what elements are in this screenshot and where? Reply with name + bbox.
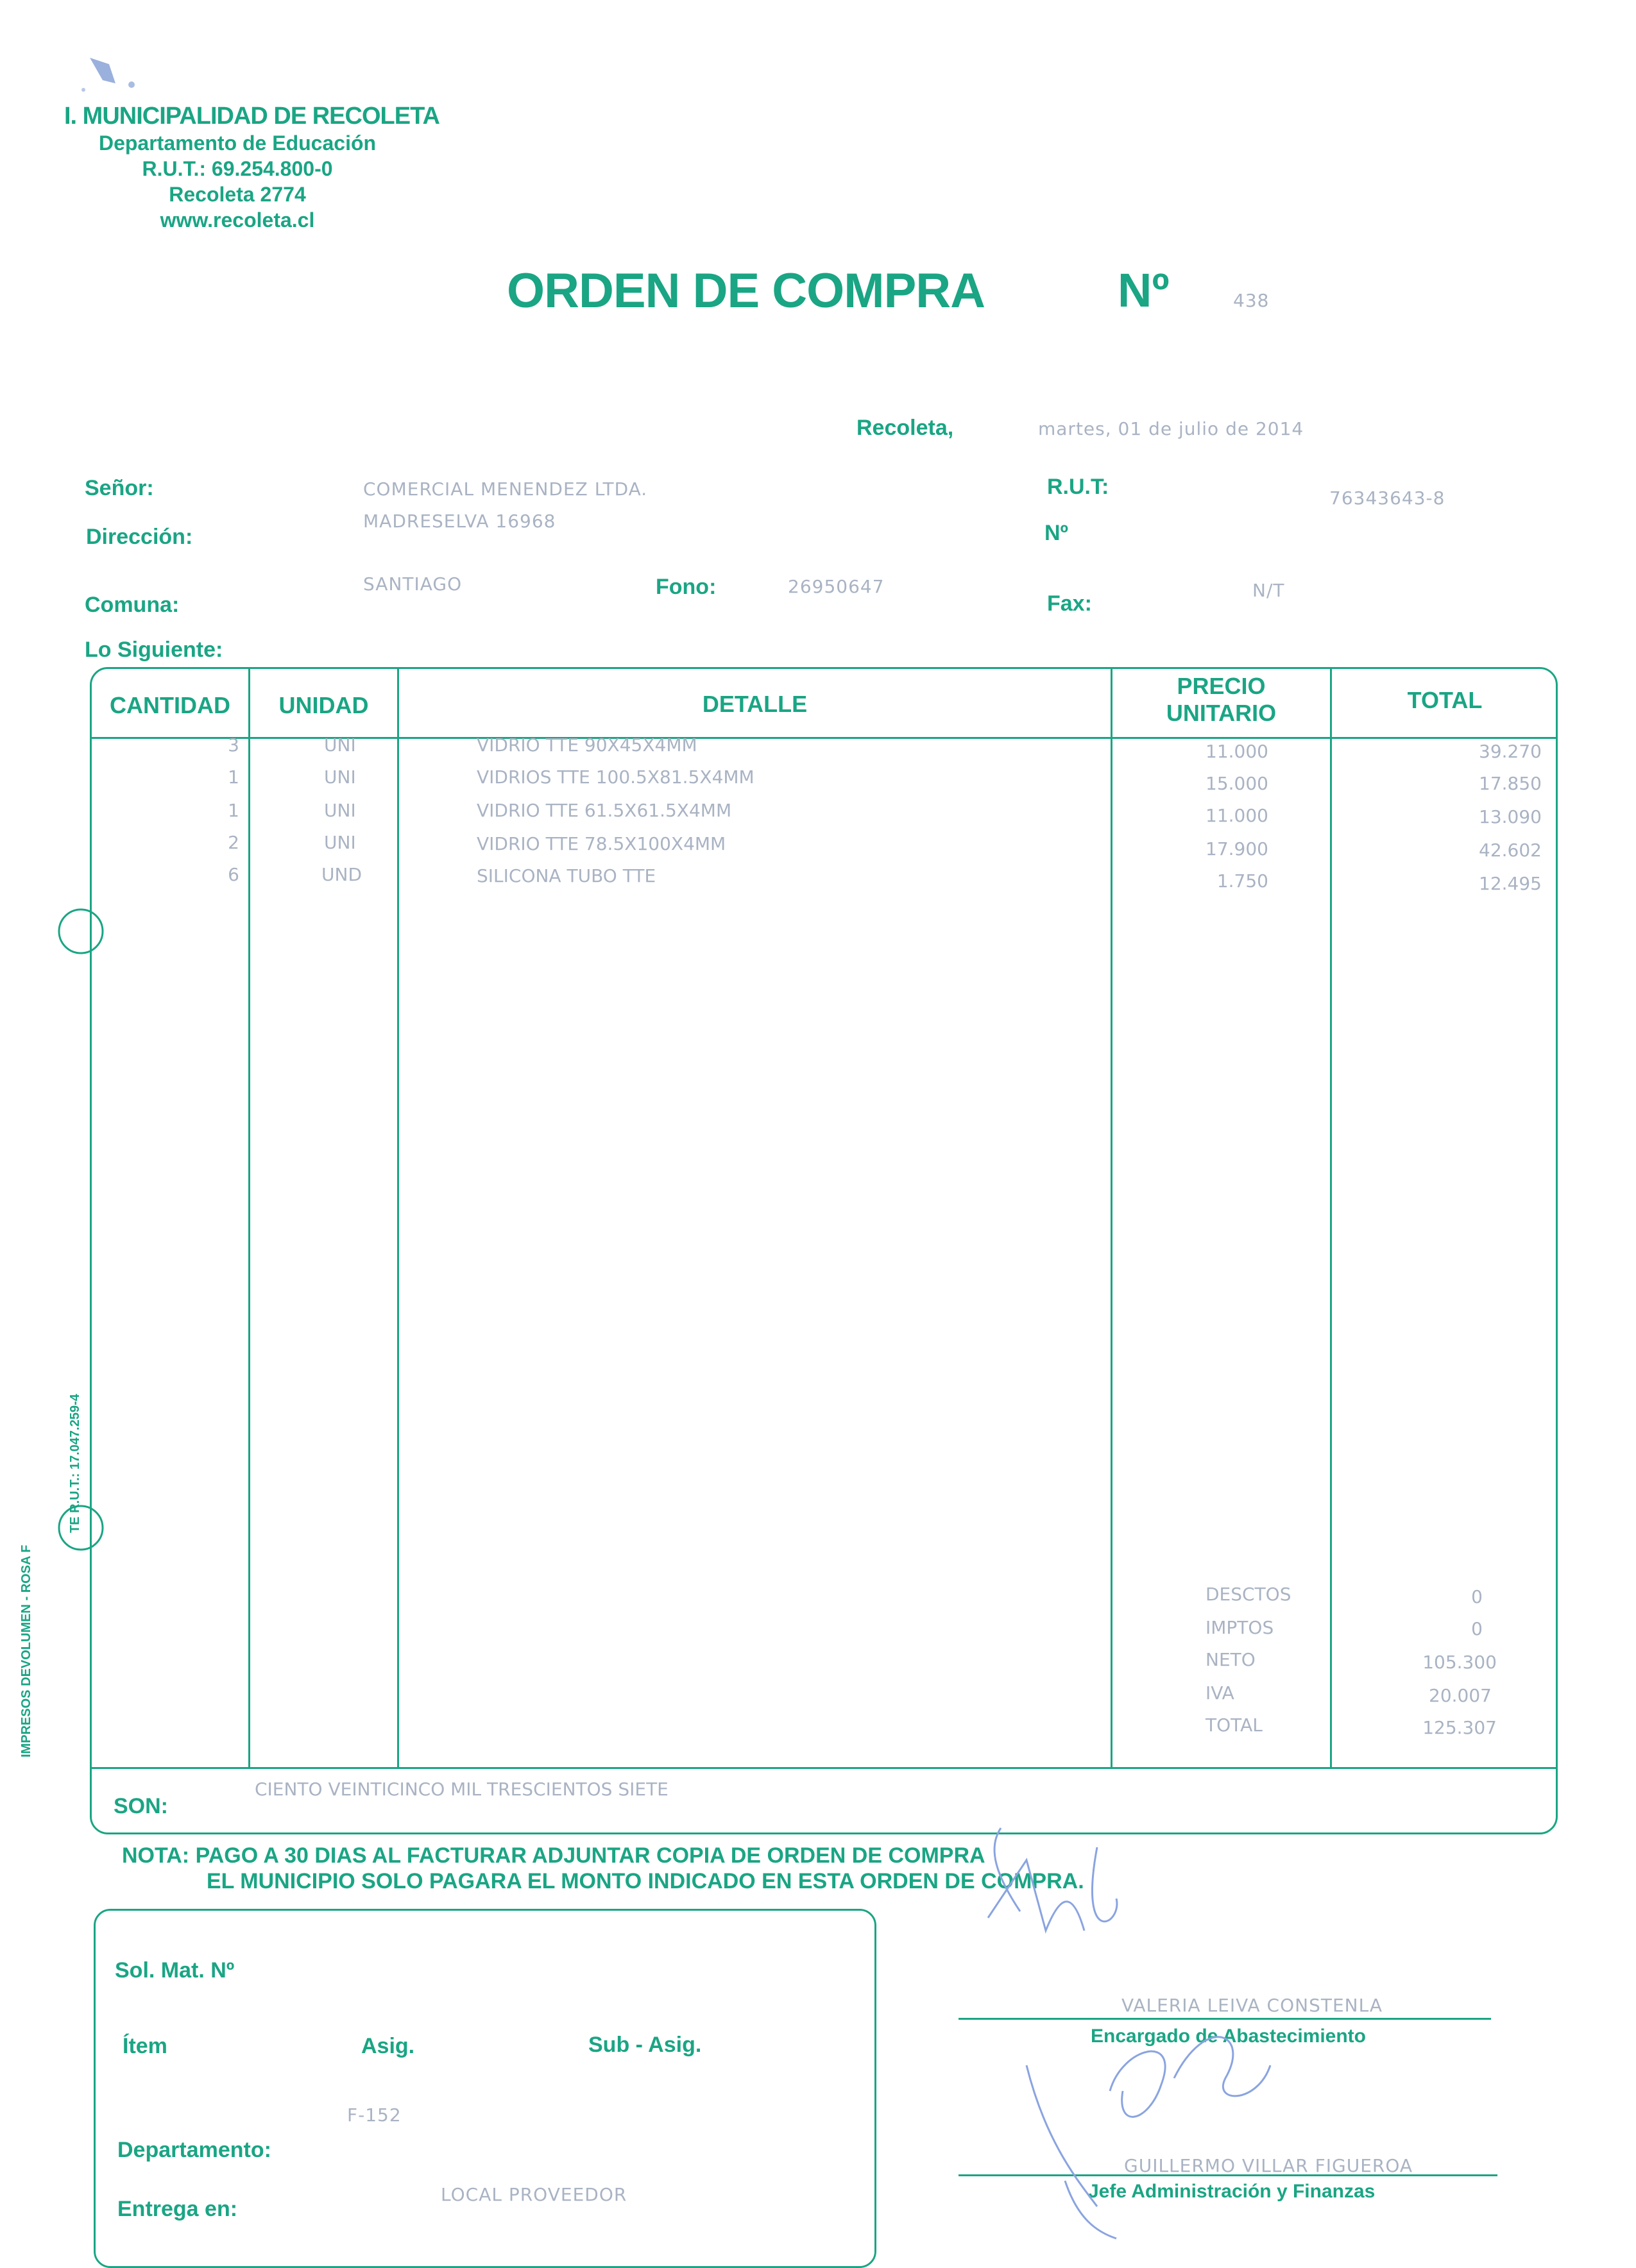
order-date: martes, 01 de julio de 2014 <box>1038 418 1304 439</box>
son-label: SON: <box>114 1794 168 1818</box>
cell-total: 39.270 <box>1479 741 1542 762</box>
entrega-label: Entrega en: <box>117 2197 238 2221</box>
summary-label: NETO <box>1206 1649 1256 1670</box>
cell-unidad: UNI <box>324 832 356 853</box>
direccion-label: Dirección: <box>86 525 193 549</box>
cell-cantidad: 3 <box>228 734 239 756</box>
document-title: ORDEN DE COMPRA <box>507 264 985 318</box>
department-name: Departamento de Educación <box>98 131 377 155</box>
fax-label: Fax: <box>1047 591 1092 616</box>
organization-block <box>64 103 526 233</box>
cell-total: 42.602 <box>1479 840 1542 861</box>
cell-unidad: UNI <box>324 734 356 756</box>
printer-imprint: IMPRESOS DEVOLUMEN - ROSA F <box>19 1544 33 1757</box>
column-header-precio-line2: UNITARIO <box>1166 700 1277 726</box>
cell-unidad: UND <box>321 864 362 885</box>
son-divider <box>92 1767 1556 1769</box>
supplier-phone: 26950647 <box>788 576 885 597</box>
items-table <box>90 667 1558 1834</box>
organization-website: www.recoleta.cl <box>160 208 315 232</box>
printer-rut-imprint: TE R.U.T.: 17.047.259-4 <box>68 1394 82 1533</box>
cell-detalle: VIDRIO TTE 90X45X4MM <box>477 734 697 756</box>
cell-unidad: UNI <box>324 766 356 788</box>
summary-value: 0 <box>1471 1618 1483 1639</box>
cell-precio: 11.000 <box>1206 805 1268 826</box>
municipal-logo <box>71 45 167 103</box>
cell-total: 17.850 <box>1479 773 1542 794</box>
summary-value: 105.300 <box>1422 1652 1497 1673</box>
payment-note-line2: EL MUNICIPIO SOLO PAGARA EL MONTO INDICADO EN ESTA ORDEN DE COMPRA. <box>207 1869 1084 1893</box>
order-number-label: Nº <box>1118 264 1170 317</box>
col-divider <box>1111 669 1112 1767</box>
cell-total: 13.090 <box>1479 806 1542 827</box>
supplier-number-label: Nº <box>1044 521 1068 545</box>
supplier-fax: N/T <box>1252 580 1285 601</box>
cell-unidad: UNI <box>324 800 356 821</box>
cell-precio: 11.000 <box>1206 741 1268 762</box>
signer2-name: GUILLERMO VILLAR FIGUEROA <box>1124 2155 1413 2176</box>
cell-total: 12.495 <box>1479 873 1542 894</box>
lo-siguiente-label: Lo Siguiente: <box>85 638 223 662</box>
summary-label: IVA <box>1206 1682 1234 1704</box>
request-box <box>94 1909 876 2268</box>
signer1-role: Encargado de Abastecimiento <box>1091 2026 1366 2047</box>
cell-precio: 17.900 <box>1206 838 1268 859</box>
supplier-address: MADRESELVA 16968 <box>363 511 556 532</box>
punch-hole-icon <box>55 906 107 957</box>
cell-cantidad: 6 <box>228 864 239 885</box>
signer2-role: Jefe Administración y Finanzas <box>1088 2181 1376 2202</box>
summary-label: DESCTOS <box>1206 1584 1291 1605</box>
sub-asig-label: Sub - Asig. <box>588 2033 702 2057</box>
cell-cantidad: 1 <box>228 800 239 821</box>
sol-mat-label: Sol. Mat. Nº <box>115 1958 235 1983</box>
signer1-name: VALERIA LEIVA CONSTENLA <box>1121 1995 1383 2016</box>
summary-label: TOTAL <box>1206 1714 1263 1736</box>
cell-detalle: VIDRIO TTE 61.5X61.5X4MM <box>477 800 732 821</box>
amount-in-words: CIENTO VEINTICINCO MIL TRESCIENTOS SIETE <box>255 1779 669 1800</box>
summary-value: 0 <box>1471 1586 1483 1607</box>
senor-label: Señor: <box>85 476 154 500</box>
payment-note-line1: NOTA: PAGO A 30 DIAS AL FACTURAR ADJUNTAR COPIA DE ORDEN DE COMPRA <box>122 1843 985 1868</box>
summary-value: 125.307 <box>1422 1717 1497 1738</box>
item-label: Ítem <box>123 2034 167 2058</box>
order-number-value: 438 <box>1233 290 1270 311</box>
entrega-value: LOCAL PROVEEDOR <box>441 2184 627 2205</box>
col-divider <box>248 669 250 1767</box>
col-divider <box>397 669 399 1767</box>
cell-cantidad: 2 <box>228 832 239 853</box>
cell-detalle: VIDRIO TTE 78.5X100X4MM <box>477 833 726 854</box>
rut-label: R.U.T: <box>1047 475 1109 499</box>
item-value: F-152 <box>347 2104 402 2126</box>
cell-detalle: VIDRIOS TTE 100.5X81.5X4MM <box>477 766 754 788</box>
organization-address: Recoleta 2774 <box>169 183 306 206</box>
cell-precio: 1.750 <box>1216 870 1268 892</box>
supplier-rut: 76343643-8 <box>1329 487 1445 509</box>
column-header-unidad: UNIDAD <box>278 692 369 718</box>
header-divider <box>92 737 1556 739</box>
column-header-precio-line1: PRECIO <box>1177 673 1266 699</box>
column-header-cantidad: CANTIDAD <box>110 692 230 718</box>
departamento-label: Departamento: <box>117 2138 271 2162</box>
comuna-label: Comuna: <box>85 593 180 617</box>
cell-detalle: SILICONA TUBO TTE <box>477 865 656 886</box>
organization-rut: R.U.T.: 69.254.800-0 <box>142 157 333 180</box>
column-header-total: TOTAL <box>1407 687 1483 713</box>
cell-cantidad: 1 <box>228 766 239 788</box>
asig-label: Asig. <box>361 2034 415 2058</box>
handwritten-signatures <box>950 1822 1463 2251</box>
place-label: Recoleta, <box>856 416 954 440</box>
supplier-comuna: SANTIAGO <box>363 573 463 595</box>
summary-label: IMPTOS <box>1206 1617 1274 1638</box>
organization-name: I. MUNICIPALIDAD DE RECOLETA <box>64 103 439 130</box>
cell-precio: 15.000 <box>1206 773 1268 794</box>
summary-value: 20.007 <box>1429 1685 1492 1706</box>
column-header-detalle: DETALLE <box>702 691 808 717</box>
supplier-name: COMERCIAL MENENDEZ LTDA. <box>363 478 648 500</box>
fono-label: Fono: <box>656 575 717 599</box>
